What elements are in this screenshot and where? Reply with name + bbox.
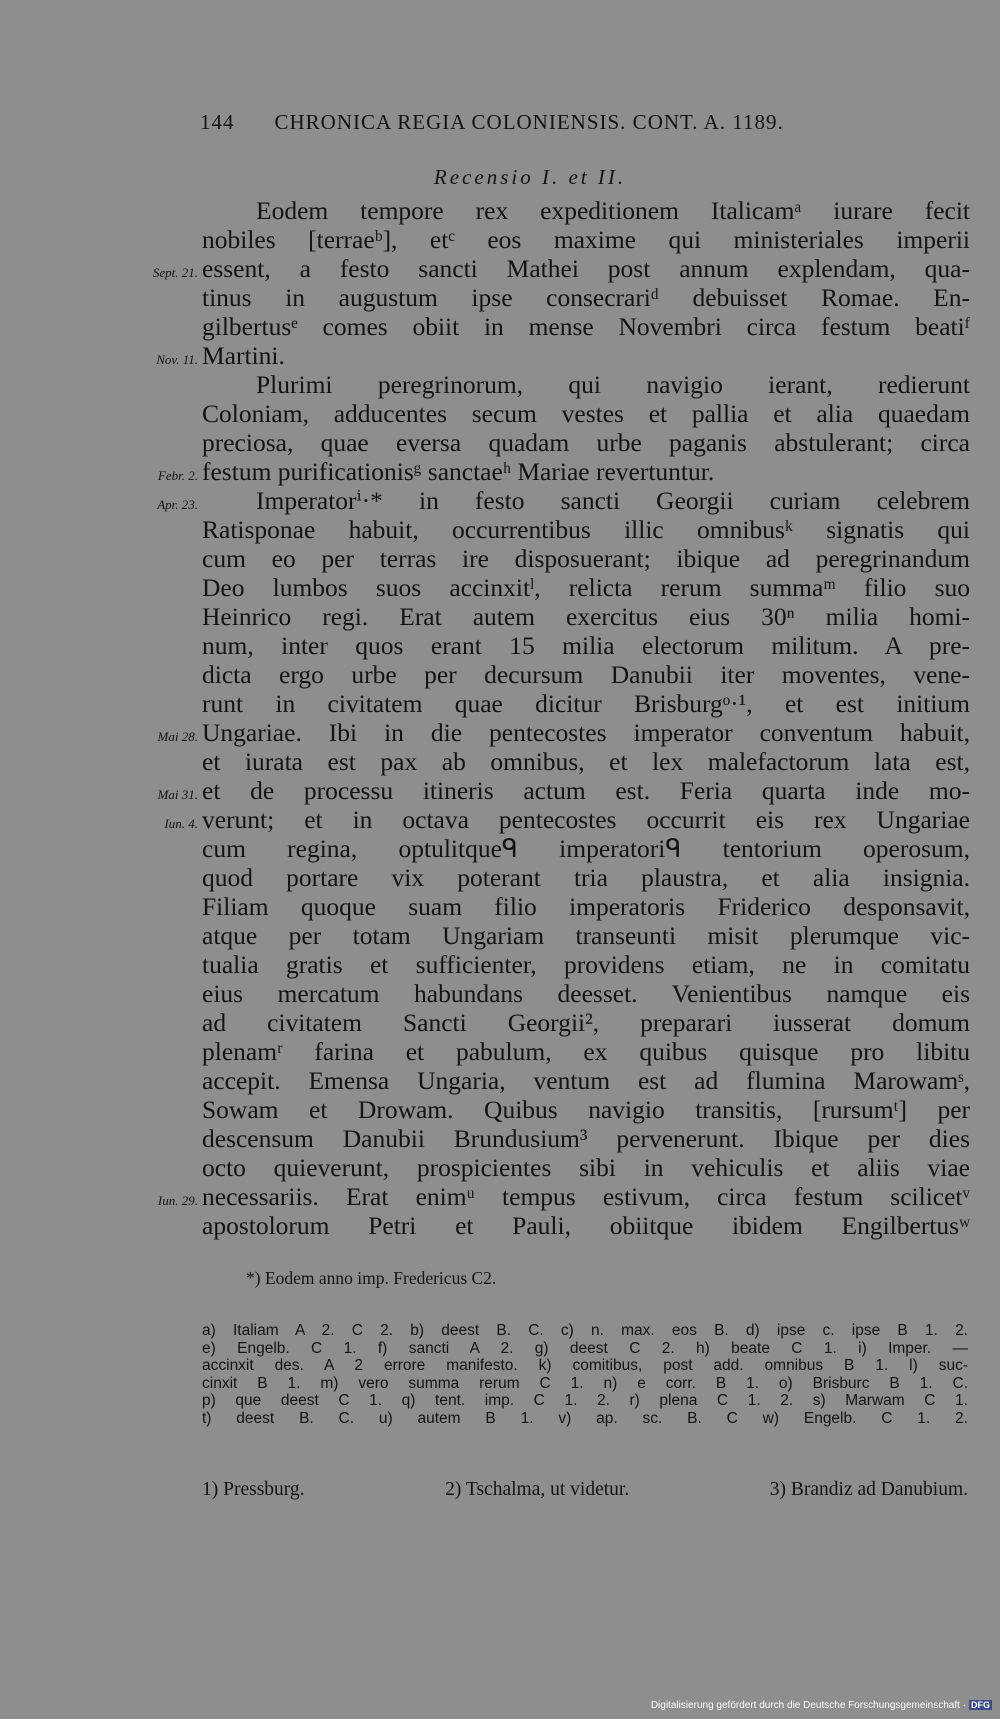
text-line: Filiam quoque suam filio imperatoris Friderico desponsavit, bbox=[202, 892, 970, 921]
text-line-wrap bbox=[164, 805, 970, 834]
margin-date: Mai 28. bbox=[157, 729, 198, 744]
apparatus-line: p) que deest C 1. q) tent. imp. C 1. 2. r) plena C 1. 2. s) Marwam C 1. bbox=[202, 1392, 968, 1409]
text-line: Coloniam, adducentes secum vestes et pallia et alia quaedam bbox=[202, 399, 970, 428]
text-line: gilbertusᵉ comes obiit in mense Novembri circa festum beatiᶠ bbox=[202, 312, 970, 341]
text-line: Martini. bbox=[202, 341, 285, 370]
text-line: quod portare vix poterant tria plaustra, et alia insignia. bbox=[202, 863, 970, 892]
text-line: Ratisponae habuit, occurrentibus illic omnibusᵏ signatis qui bbox=[202, 515, 970, 544]
text-line: Heinrico regi. Erat autem exercitus eius 30ⁿ milia homi- bbox=[202, 602, 970, 631]
text-line: ad civitatem Sancti Georgii², preparari iusserat domum bbox=[202, 1008, 970, 1037]
text-line: cum eo per terras ire disposuerant; ibique ad peregrinandum bbox=[202, 544, 970, 573]
margin-date: Iun. 29. bbox=[157, 1193, 198, 1208]
text-line: Eodem tempore rex expeditionem Italicamᵃ iurare fecit bbox=[256, 196, 970, 225]
text-line: cum regina, optulitqueᑫ imperatoriᑫ tentorium operosum, bbox=[202, 834, 970, 863]
text-line: Plurimi peregrinorum, qui navigio ierant, redierunt bbox=[256, 370, 970, 399]
text-line: necessariis. Erat enimᵘ tempus estivum, circa festum scilicetᵛ bbox=[202, 1182, 970, 1211]
page-header bbox=[200, 110, 900, 135]
footnote: 1) Pressburg. bbox=[202, 1479, 305, 1500]
footnotes bbox=[202, 1479, 968, 1501]
recension-heading: Recensio I. et II. bbox=[433, 165, 627, 189]
critical-apparatus bbox=[202, 1322, 968, 1427]
text-line-wrap bbox=[152, 254, 970, 283]
text-line: essent, a festo sancti Mathei post annum explendam, qua- bbox=[202, 254, 970, 283]
dfg-logo: DFG bbox=[971, 1700, 990, 1710]
text-line: eius mercatum habundans deesset. Venientibus namque eis bbox=[202, 979, 970, 1008]
text-line: Sowam et Drowam. Quibus navigio transitis, [rursumᵗ] per bbox=[202, 1095, 970, 1124]
text-line: runt in civitatem quae dicitur Brisburgᵒ·¹, et est initium bbox=[202, 689, 970, 718]
text-line-wrap bbox=[157, 457, 970, 486]
text-line: nobiles [terraeᵇ], etᶜ eos maxime qui ministeriales imperii bbox=[202, 225, 970, 254]
apparatus-line: e) Engelb. C 1. f) sancti A 2. g) deest C 2. h) beate C 1. i) Imper. — bbox=[202, 1339, 968, 1357]
star-note: *) Eodem anno imp. Fredericus C2. bbox=[246, 1268, 497, 1288]
footnote: 3) Brandiz ad Danubium. bbox=[769, 1479, 968, 1500]
text-line: num, inter quos erant 15 milia electorum militum. A pre- bbox=[202, 631, 970, 660]
text-line: verunt; et in octava pentecostes occurrit eis rex Ungariae bbox=[202, 805, 970, 834]
text-line: apostolorum Petri et Pauli, obiitque ibidem Engilbertusʷ bbox=[202, 1211, 970, 1240]
text-line: Deo lumbos suos accinxitˡ, relicta rerum summaᵐ filio suo bbox=[202, 573, 970, 602]
margin-date: Mai 31. bbox=[157, 787, 198, 802]
text-line: festum purificationisᵍ sanctaeʰ Mariae revertuntur. bbox=[202, 457, 715, 486]
text-line: preciosa, quae eversa quadam urbe paganis abstulerant; circa bbox=[202, 428, 970, 457]
page-number: 144 bbox=[200, 110, 235, 134]
text-line: accepit. Emensa Ungaria, ventum est ad flumina Marowamˢ, bbox=[202, 1066, 970, 1095]
text-line: dicta ergo urbe per decursum Danubii iter moventes, vene- bbox=[202, 660, 970, 689]
text-line-wrap bbox=[156, 341, 970, 370]
text-line-wrap bbox=[157, 486, 970, 515]
text-line: octo quieverunt, prospicientes sibi in vehiculis et aliis viae bbox=[202, 1153, 970, 1182]
text-line: Ungariae. Ibi in die pentecostes imperator conventum habuit, bbox=[202, 718, 970, 747]
text-line: plenamʳ farina et pabulum, ex quibus quisque pro libitu bbox=[202, 1037, 970, 1066]
main-text bbox=[152, 196, 970, 1240]
apparatus-line: a) Italiam A 2. C 2. b) deest B. C. c) n. max. eos B. d) ipse c. ipse B 1. 2. bbox=[202, 1322, 968, 1339]
apparatus-line: cinxit B 1. m) vero summa rerum C 1. n) e corr. B 1. o) Brisburc B 1. C. bbox=[202, 1374, 968, 1392]
apparatus-line: accinxit des. A 2 errore manifesto. k) comitibus, post add. omnibus B 1. l) suc- bbox=[202, 1357, 968, 1374]
digitization-credit bbox=[651, 1700, 992, 1711]
text-line: Imperatorⁱ·* in festo sancti Georgii curiam celebrem bbox=[256, 486, 970, 515]
running-title: CHRONICA REGIA COLONIENSIS. CONT. A. 1189. bbox=[274, 110, 784, 134]
text-line: atque per totam Ungariam transeunti misit plerumque vic- bbox=[202, 921, 970, 950]
text-line: et de processu itineris actum est. Feria quarta inde mo- bbox=[202, 776, 970, 805]
text-line-wrap bbox=[157, 718, 970, 747]
margin-date: Apr. 23. bbox=[157, 497, 198, 512]
text-line-wrap bbox=[157, 1182, 970, 1211]
text-line-wrap bbox=[157, 776, 970, 805]
text-line: tinus in augustum ipse consecrariᵈ debuisset Romae. En- bbox=[202, 283, 970, 312]
text-line: et iurata est pax ab omnibus, et lex malefactorum lata est, bbox=[202, 747, 970, 776]
credit-text: Digitalisierung gefördert durch die Deutsche Forschungsgemeinschaft · bbox=[650, 1700, 966, 1711]
text-line: tualia gratis et sufficienter, providens etiam, ne in comitatu bbox=[202, 950, 970, 979]
margin-date: Febr. 2. bbox=[157, 468, 198, 483]
apparatus-line: t) deest B. C. u) autem B 1. v) ap. sc. B. C w) Engelb. C 1. 2. bbox=[202, 1409, 968, 1427]
text-line: descensum Danubii Brundusium³ pervenerunt. Ibique per dies bbox=[202, 1124, 970, 1153]
margin-date: Iun. 4. bbox=[164, 816, 198, 831]
margin-date: Nov. 11. bbox=[156, 352, 198, 367]
margin-date: Sept. 21. bbox=[152, 265, 198, 280]
footnote: 2) Tschalma, ut videtur. bbox=[445, 1479, 630, 1500]
